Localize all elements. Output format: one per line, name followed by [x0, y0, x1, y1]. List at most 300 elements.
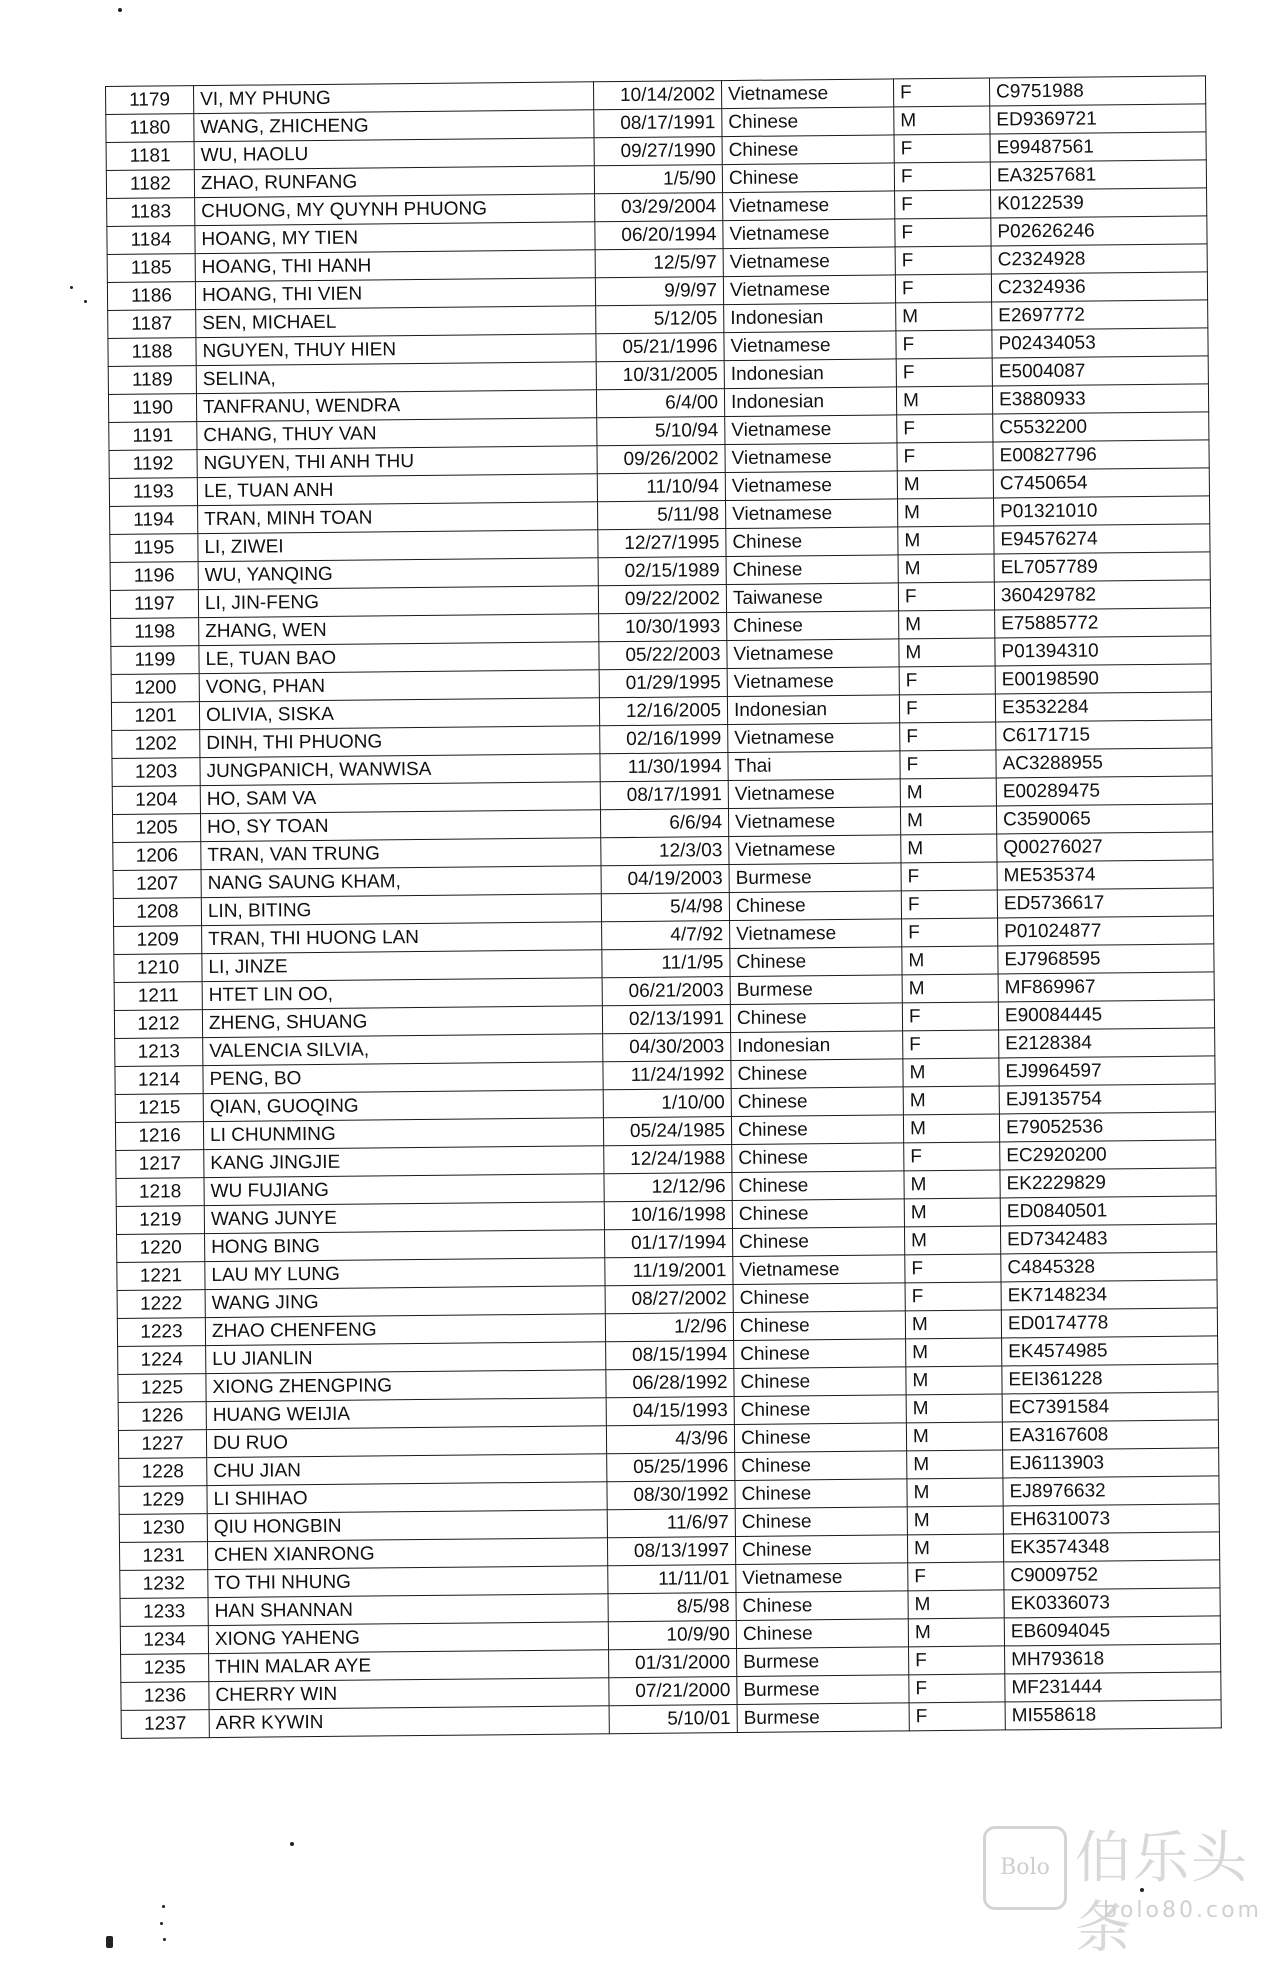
gender: F [899, 666, 995, 695]
gender: M [903, 1086, 999, 1115]
date-of-birth: 6/6/94 [600, 809, 728, 838]
person-name: CHU JIAN [207, 1454, 607, 1486]
passport-number: EJ7968595 [998, 944, 1214, 974]
nationality: Vietnamese [727, 639, 899, 669]
row-number: 1206 [113, 842, 201, 871]
passport-number: 360429782 [994, 580, 1210, 610]
nationality: Chinese [733, 1311, 905, 1341]
person-name: NGUYEN, THI ANH THU [197, 446, 597, 478]
passport-number: E90084445 [998, 1000, 1214, 1030]
person-name: ZHENG, SHUANG [202, 1006, 602, 1038]
person-name: VI, MY PHUNG [194, 82, 594, 114]
nationality: Vietnamese [728, 779, 900, 809]
date-of-birth: 11/24/1992 [603, 1061, 731, 1090]
person-name: HO, SAM VA [200, 782, 600, 814]
person-name: THIN MALAR AYE [209, 1650, 609, 1682]
date-of-birth: 04/15/1993 [606, 1397, 734, 1426]
passport-number: C2324936 [991, 272, 1207, 302]
date-of-birth: 08/30/1992 [607, 1481, 735, 1510]
nationality: Chinese [732, 1143, 904, 1173]
date-of-birth: 08/27/2002 [605, 1285, 733, 1314]
date-of-birth: 6/4/00 [596, 389, 724, 418]
gender: M [904, 1198, 1000, 1227]
person-name: SELINA, [196, 362, 596, 394]
gender: M [907, 1506, 1003, 1535]
person-name: HOANG, THI HANH [195, 250, 595, 282]
gender: M [904, 1226, 1000, 1255]
nationality: Chinese [729, 891, 901, 921]
person-name: KANG JINGJIE [204, 1146, 604, 1178]
nationality: Vietnamese [723, 247, 895, 277]
row-number: 1205 [112, 814, 200, 843]
date-of-birth: 10/9/90 [608, 1621, 736, 1650]
passport-number: E2128384 [999, 1028, 1215, 1058]
passport-number: C5532200 [993, 412, 1209, 442]
person-name: VONG, PHAN [199, 670, 599, 702]
nationality: Chinese [734, 1423, 906, 1453]
scan-speck [106, 1936, 113, 1948]
row-number: 1219 [116, 1206, 204, 1235]
person-name: LAU MY LUNG [205, 1258, 605, 1290]
row-number: 1225 [118, 1374, 206, 1403]
passport-number: EK2229829 [1000, 1168, 1216, 1198]
gender: F [893, 78, 989, 107]
passport-number: E94576274 [994, 524, 1210, 554]
scan-speck [163, 1938, 166, 1941]
roster-sheet [105, 75, 1221, 1738]
person-name: TANFRANU, WENDRA [196, 390, 596, 422]
person-name: HUANG WEIJIA [206, 1398, 606, 1430]
nationality: Vietnamese [733, 1255, 905, 1285]
nationality: Chinese [731, 1059, 903, 1089]
person-name: DU RUO [206, 1426, 606, 1458]
scan-speck [70, 286, 73, 289]
person-name: ZHANG, WEN [199, 614, 599, 646]
row-number: 1186 [107, 282, 195, 311]
person-name: DINH, THI PHUONG [200, 726, 600, 758]
gender: M [905, 1310, 1001, 1339]
row-number: 1201 [111, 702, 199, 731]
person-name: LI, JIN-FENG [198, 586, 598, 618]
person-name: QIAN, GUOQING [203, 1090, 603, 1122]
nationality: Chinese [734, 1339, 906, 1369]
person-name: LE, TUAN BAO [199, 642, 599, 674]
nationality: Indonesian [724, 303, 896, 333]
person-name: HO, SY TOAN [200, 810, 600, 842]
row-number: 1179 [106, 86, 194, 115]
passport-number: P01321010 [993, 496, 1209, 526]
date-of-birth: 10/30/1993 [599, 613, 727, 642]
person-name: ZHAO CHENFENG [205, 1314, 605, 1346]
date-of-birth: 11/1/95 [602, 949, 730, 978]
person-name: WU, HAOLU [194, 138, 594, 170]
person-name: CHEN XIANRONG [207, 1538, 607, 1570]
date-of-birth: 06/28/1992 [606, 1369, 734, 1398]
gender: M [898, 498, 994, 527]
passport-number: P01394310 [995, 636, 1211, 666]
person-name: HOANG, MY TIEN [195, 222, 595, 254]
row-number: 1230 [119, 1514, 207, 1543]
row-number: 1191 [109, 422, 197, 451]
nationality: Vietnamese [723, 275, 895, 305]
row-number: 1204 [112, 786, 200, 815]
nationality: Vietnamese [736, 1563, 908, 1593]
gender: F [909, 1702, 1005, 1731]
person-name: PENG, BO [203, 1062, 603, 1094]
date-of-birth: 5/12/05 [596, 305, 724, 334]
gender: F [896, 358, 992, 387]
gender: F [902, 918, 998, 947]
date-of-birth: 02/13/1991 [602, 1005, 730, 1034]
row-number: 1213 [115, 1038, 203, 1067]
date-of-birth: 11/11/01 [608, 1565, 736, 1594]
nationality: Thai [728, 751, 900, 781]
row-number: 1227 [118, 1430, 206, 1459]
roster-table [105, 75, 1222, 1738]
date-of-birth: 1/10/00 [603, 1089, 731, 1118]
roster-table-body [106, 76, 1222, 1738]
date-of-birth: 11/19/2001 [605, 1257, 733, 1286]
passport-number: E5004087 [992, 356, 1208, 386]
date-of-birth: 08/17/1991 [600, 781, 728, 810]
gender: M [907, 1534, 1003, 1563]
date-of-birth: 08/15/1994 [606, 1341, 734, 1370]
gender: M [900, 806, 996, 835]
passport-number: K0122539 [991, 188, 1207, 218]
scan-speck [162, 1905, 165, 1908]
date-of-birth: 1/5/90 [594, 165, 722, 194]
gender: F [894, 162, 990, 191]
date-of-birth: 8/5/98 [608, 1593, 736, 1622]
scan-speck [84, 300, 87, 303]
passport-number: ED7342483 [1000, 1224, 1216, 1254]
row-number: 1180 [106, 114, 194, 143]
date-of-birth: 5/10/94 [597, 417, 725, 446]
row-number: 1223 [117, 1318, 205, 1347]
person-name: TRAN, MINH TOAN [198, 502, 598, 534]
passport-number: ED0174778 [1001, 1308, 1217, 1338]
person-name: VALENCIA SILVIA, [203, 1034, 603, 1066]
person-name: LI SHIHAO [207, 1482, 607, 1514]
gender: F [897, 442, 993, 471]
passport-number: C7450654 [993, 468, 1209, 498]
gender: M [902, 974, 998, 1003]
person-name: ZHAO, RUNFANG [194, 166, 594, 198]
date-of-birth: 03/29/2004 [595, 193, 723, 222]
row-number: 1211 [114, 982, 202, 1011]
passport-number: P02434053 [992, 328, 1208, 358]
date-of-birth: 02/16/1999 [600, 725, 728, 754]
date-of-birth: 11/6/97 [607, 1509, 735, 1538]
row-number: 1232 [120, 1570, 208, 1599]
passport-number: E3880933 [992, 384, 1208, 414]
passport-number: EK3574348 [1003, 1532, 1219, 1562]
nationality: Vietnamese [723, 191, 895, 221]
gender: F [908, 1562, 1004, 1591]
nationality: Chinese [731, 1087, 903, 1117]
passport-number: EC7391584 [1002, 1392, 1218, 1422]
row-number: 1229 [119, 1486, 207, 1515]
watermark-site: bolo80.com [1103, 1898, 1262, 1923]
person-name: LI, JINZE [202, 950, 602, 982]
person-name: WANG JING [205, 1286, 605, 1318]
date-of-birth: 05/22/2003 [599, 641, 727, 670]
passport-number: P02626246 [991, 216, 1207, 246]
gender: F [897, 414, 993, 443]
row-number: 1234 [120, 1626, 208, 1655]
row-number: 1236 [121, 1682, 209, 1711]
date-of-birth: 10/14/2002 [593, 81, 721, 110]
nationality: Vietnamese [728, 807, 900, 837]
watermark-chars: 伯乐头条 [1075, 1826, 1249, 1961]
person-name: LI CHUNMING [203, 1118, 603, 1150]
gender: M [901, 834, 997, 863]
nationality: Chinese [727, 611, 899, 641]
nationality: Chinese [735, 1479, 907, 1509]
nationality: Burmese [737, 1675, 909, 1705]
nationality: Vietnamese [727, 667, 899, 697]
passport-number: ED9369721 [990, 104, 1206, 134]
scan-speck [118, 8, 122, 12]
row-number: 1208 [113, 898, 201, 927]
watermark [983, 1820, 1262, 1961]
person-name: XIONG ZHENGPING [206, 1370, 606, 1402]
gender: F [901, 862, 997, 891]
date-of-birth: 08/17/1991 [594, 109, 722, 138]
row-number: 1209 [114, 926, 202, 955]
date-of-birth: 09/26/2002 [597, 445, 725, 474]
person-name: HONG BING [205, 1230, 605, 1262]
date-of-birth: 01/29/1995 [599, 669, 727, 698]
date-of-birth: 9/9/97 [595, 277, 723, 306]
person-name: WU, YANQING [198, 558, 598, 590]
person-name: QIU HONGBIN [207, 1510, 607, 1542]
date-of-birth: 10/16/1998 [604, 1201, 732, 1230]
nationality: Chinese [735, 1507, 907, 1537]
person-name: CHUONG, MY QUYNH PHUONG [195, 194, 595, 226]
passport-number: ED0840501 [1000, 1196, 1216, 1226]
gender: F [900, 722, 996, 751]
nationality: Chinese [731, 1115, 903, 1145]
nationality: Vietnamese [728, 723, 900, 753]
date-of-birth: 5/10/01 [609, 1705, 737, 1734]
row-number: 1222 [117, 1290, 205, 1319]
gender: F [905, 1254, 1001, 1283]
date-of-birth: 4/3/96 [606, 1425, 734, 1454]
passport-number: AC3288955 [996, 748, 1212, 778]
passport-number: EJ9964597 [999, 1056, 1215, 1086]
nationality: Indonesian [724, 387, 896, 417]
date-of-birth: 01/17/1994 [605, 1229, 733, 1258]
row-number: 1218 [116, 1178, 204, 1207]
passport-number: EA3257681 [990, 160, 1206, 190]
row-number: 1190 [108, 394, 196, 423]
gender: F [904, 1142, 1000, 1171]
gender: M [896, 302, 992, 331]
row-number: 1202 [112, 730, 200, 759]
nationality: Chinese [736, 1619, 908, 1649]
person-name: WANG, ZHICHENG [194, 110, 594, 142]
passport-number: EJ6113903 [1003, 1448, 1219, 1478]
passport-number: E2697772 [992, 300, 1208, 330]
passport-number: EK0336073 [1004, 1588, 1220, 1618]
row-number: 1193 [109, 478, 197, 507]
gender: M [906, 1422, 1002, 1451]
gender: M [906, 1338, 1002, 1367]
person-name: LI, ZIWEI [198, 530, 598, 562]
date-of-birth: 04/30/2003 [603, 1033, 731, 1062]
date-of-birth: 12/27/1995 [598, 529, 726, 558]
passport-number: C2324928 [991, 244, 1207, 274]
nationality: Taiwanese [726, 583, 898, 613]
date-of-birth: 04/19/2003 [601, 865, 729, 894]
gender: F [894, 134, 990, 163]
watermark-logo: Bolo [983, 1826, 1067, 1910]
nationality: Burmese [730, 975, 902, 1005]
gender: M [904, 1170, 1000, 1199]
passport-number: EJ8976632 [1003, 1476, 1219, 1506]
date-of-birth: 06/21/2003 [602, 977, 730, 1006]
gender: M [899, 610, 995, 639]
passport-number: MF231444 [1005, 1672, 1221, 1702]
nationality: Vietnamese [726, 499, 898, 529]
nationality: Vietnamese [725, 443, 897, 473]
passport-number: E99487561 [990, 132, 1206, 162]
passport-number: E3532284 [995, 692, 1211, 722]
gender: F [899, 694, 995, 723]
row-number: 1199 [111, 646, 199, 675]
date-of-birth: 06/20/1994 [595, 221, 723, 250]
passport-number: EC2920200 [1000, 1140, 1216, 1170]
passport-number: E00198590 [995, 664, 1211, 694]
row-number: 1192 [109, 450, 197, 479]
date-of-birth: 12/12/96 [604, 1173, 732, 1202]
gender: F [895, 190, 991, 219]
person-name: JUNGPANICH, WANWISA [200, 754, 600, 786]
row-number: 1196 [110, 562, 198, 591]
nationality: Indonesian [727, 695, 899, 725]
gender: M [908, 1590, 1004, 1619]
date-of-birth: 07/21/2000 [609, 1677, 737, 1706]
person-name: ARR KYWIN [209, 1706, 609, 1738]
scan-speck [160, 1922, 163, 1925]
passport-number: C4845328 [1001, 1252, 1217, 1282]
gender: M [908, 1618, 1004, 1647]
person-name: HOANG, THI VIEN [195, 278, 595, 310]
passport-number: C9009752 [1004, 1560, 1220, 1590]
nationality: Chinese [722, 135, 894, 165]
nationality: Vietnamese [730, 919, 902, 949]
gender: F [895, 246, 991, 275]
row-number: 1194 [110, 506, 198, 535]
nationality: Vietnamese [723, 219, 895, 249]
gender: F [900, 750, 996, 779]
row-number: 1210 [114, 954, 202, 983]
gender: M [907, 1450, 1003, 1479]
date-of-birth: 12/5/97 [595, 249, 723, 278]
passport-number: E00289475 [996, 776, 1212, 806]
row-number: 1224 [118, 1346, 206, 1375]
passport-number: MH793618 [1005, 1644, 1221, 1674]
date-of-birth: 5/4/98 [601, 893, 729, 922]
date-of-birth: 10/31/2005 [596, 361, 724, 390]
nationality: Vietnamese [729, 835, 901, 865]
gender: F [895, 274, 991, 303]
date-of-birth: 12/24/1988 [604, 1145, 732, 1174]
row-number: 1228 [119, 1458, 207, 1487]
nationality: Chinese [730, 1003, 902, 1033]
nationality: Chinese [732, 1171, 904, 1201]
gender: M [907, 1478, 1003, 1507]
row-number: 1187 [108, 310, 196, 339]
nationality: Chinese [722, 107, 894, 137]
gender: F [909, 1646, 1005, 1675]
gender: M [898, 526, 994, 555]
person-name: LE, TUAN ANH [197, 474, 597, 506]
row-number: 1214 [115, 1066, 203, 1095]
gender: F [909, 1674, 1005, 1703]
row-number: 1237 [121, 1710, 209, 1739]
passport-number: E00827796 [993, 440, 1209, 470]
gender: F [903, 1030, 999, 1059]
passport-number: C9751988 [989, 76, 1205, 106]
row-number: 1207 [113, 870, 201, 899]
person-name: HTET LIN OO, [202, 978, 602, 1010]
gender: M [903, 1058, 999, 1087]
passport-number: ED5736617 [997, 888, 1213, 918]
gender: M [899, 638, 995, 667]
row-number: 1235 [121, 1654, 209, 1683]
person-name: OLIVIA, SISKA [199, 698, 599, 730]
person-name: TRAN, VAN TRUNG [201, 838, 601, 870]
gender: M [903, 1114, 999, 1143]
passport-number: Q00276027 [997, 832, 1213, 862]
nationality: Indonesian [724, 359, 896, 389]
passport-number: ME535374 [997, 860, 1213, 890]
nationality: Chinese [733, 1283, 905, 1313]
row-number: 1226 [118, 1402, 206, 1431]
nationality: Burmese [737, 1647, 909, 1677]
nationality: Burmese [729, 863, 901, 893]
nationality: Chinese [732, 1199, 904, 1229]
date-of-birth: 5/11/98 [598, 501, 726, 530]
date-of-birth: 05/24/1985 [603, 1117, 731, 1146]
date-of-birth: 08/13/1997 [607, 1537, 735, 1566]
passport-number: E79052536 [999, 1112, 1215, 1142]
person-name: LU JIANLIN [206, 1342, 606, 1374]
date-of-birth: 11/10/94 [597, 473, 725, 502]
passport-number: EL7057789 [994, 552, 1210, 582]
row-number: 1233 [120, 1598, 208, 1627]
row-number: 1215 [115, 1094, 203, 1123]
row-number: 1188 [108, 338, 196, 367]
nationality: Chinese [726, 527, 898, 557]
nationality: Vietnamese [721, 79, 893, 109]
nationality: Vietnamese [725, 415, 897, 445]
nationality: Burmese [737, 1703, 909, 1733]
person-name: TO THI NHUNG [208, 1566, 608, 1598]
gender: M [898, 554, 994, 583]
row-number: 1197 [110, 590, 198, 619]
date-of-birth: 05/21/1996 [596, 333, 724, 362]
row-number: 1183 [107, 198, 195, 227]
gender: M [906, 1394, 1002, 1423]
row-number: 1220 [117, 1234, 205, 1263]
gender: F [898, 582, 994, 611]
gender: M [902, 946, 998, 975]
date-of-birth: 1/2/96 [605, 1313, 733, 1342]
gender: F [896, 330, 992, 359]
